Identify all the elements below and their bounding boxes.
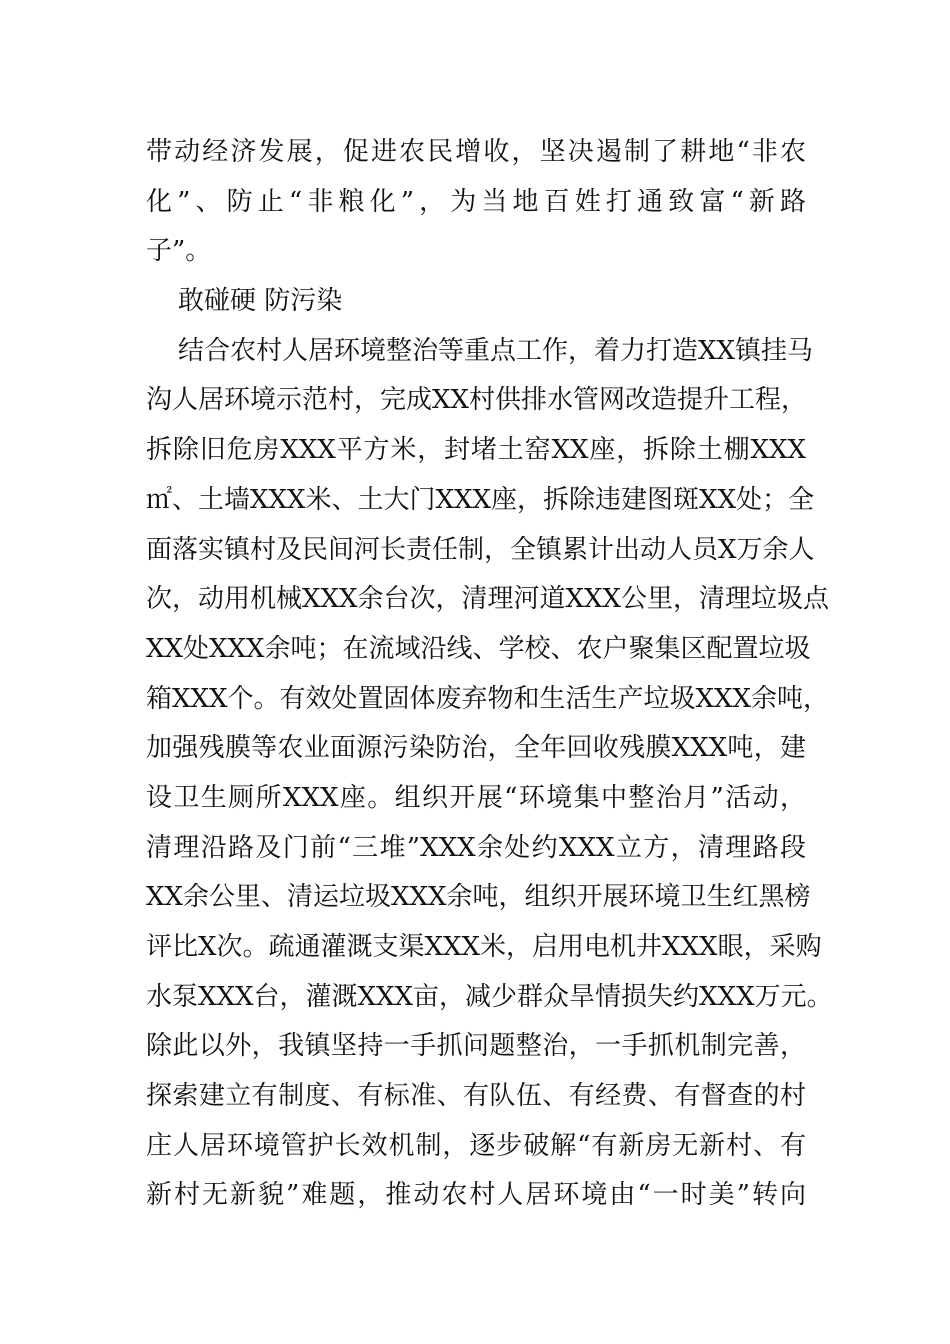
- text-line: 探索建立有制度、有标准、有队伍、有经费、有督查的村: [146, 1081, 806, 1112]
- text-line: 拆除旧危房XXX平方米，封堵土窑XX座，拆除土棚XXX: [146, 435, 806, 466]
- text-line: ㎡、土墙XXX米、土大门XXX座，拆除违建图斑XX处；全: [146, 484, 815, 515]
- text-line: XX处XXX余吨；在流域沿线、学校、农户聚集区配置垃圾: [146, 633, 811, 664]
- text-line: 庄人居环境管护长效机制，逐步破解“有新房无新村、有: [146, 1130, 806, 1161]
- text-line: 水泵XXX台，灌溉XXX亩，减少群众旱情损失约XXX万元。: [146, 981, 833, 1012]
- text-line: 设卫生厕所XXX座。组织开展“环境集中整治月”活动，: [146, 782, 806, 813]
- paragraph-2: [146, 327, 833, 1221]
- text-line: 沟人居环境示范村，完成XX村供排水管网改造提升工程，: [146, 385, 808, 416]
- text-line: 清理沿路及门前“三堆”XXX余处约XXX立方，清理路段: [146, 832, 806, 863]
- text-line: XX余公里、清运垃圾XXX余吨，组织开展环境卫生红黑榜: [146, 882, 811, 913]
- text-line: 评比X次。疏通灌溉支渠XXX米，启用电机井XXX眼，采购: [146, 932, 822, 962]
- text-line: 化”、防止“非粮化”，为当地百姓打通致富“新路: [146, 186, 806, 217]
- text-line: 除此以外，我镇坚持一手抓问题整治，一手抓机制完善，: [146, 1031, 806, 1062]
- paragraph-1: [146, 128, 806, 277]
- text-line: 面落实镇村及民间河长责任制，全镇累计出动人员X万余人: [146, 534, 815, 565]
- text-line: 次，动用机械XXX余台次，清理河道XXX公里，清理垃圾点: [146, 584, 830, 615]
- text-line: 加强残膜等农业面源污染防治，全年回收残膜XXX吨，建: [146, 733, 806, 764]
- text-line: 带动经济发展，促进农民增收，坚决遏制了耕地“非农: [146, 137, 806, 167]
- text-line: 结合农村人居环境整治等重点工作，着力打造XX镇挂马: [178, 335, 814, 366]
- text-line: 新村无新貌”难题，推动农村人居环境由“一时美”转向: [146, 1180, 806, 1211]
- text-line: 子”。: [146, 236, 212, 267]
- section-heading: 敢碰硬 防污染: [178, 286, 343, 317]
- text-line: 箱XXX个。有效处置固体废弃物和生活生产垃圾XXX余吨，: [146, 683, 830, 714]
- document-page: [146, 128, 833, 1221]
